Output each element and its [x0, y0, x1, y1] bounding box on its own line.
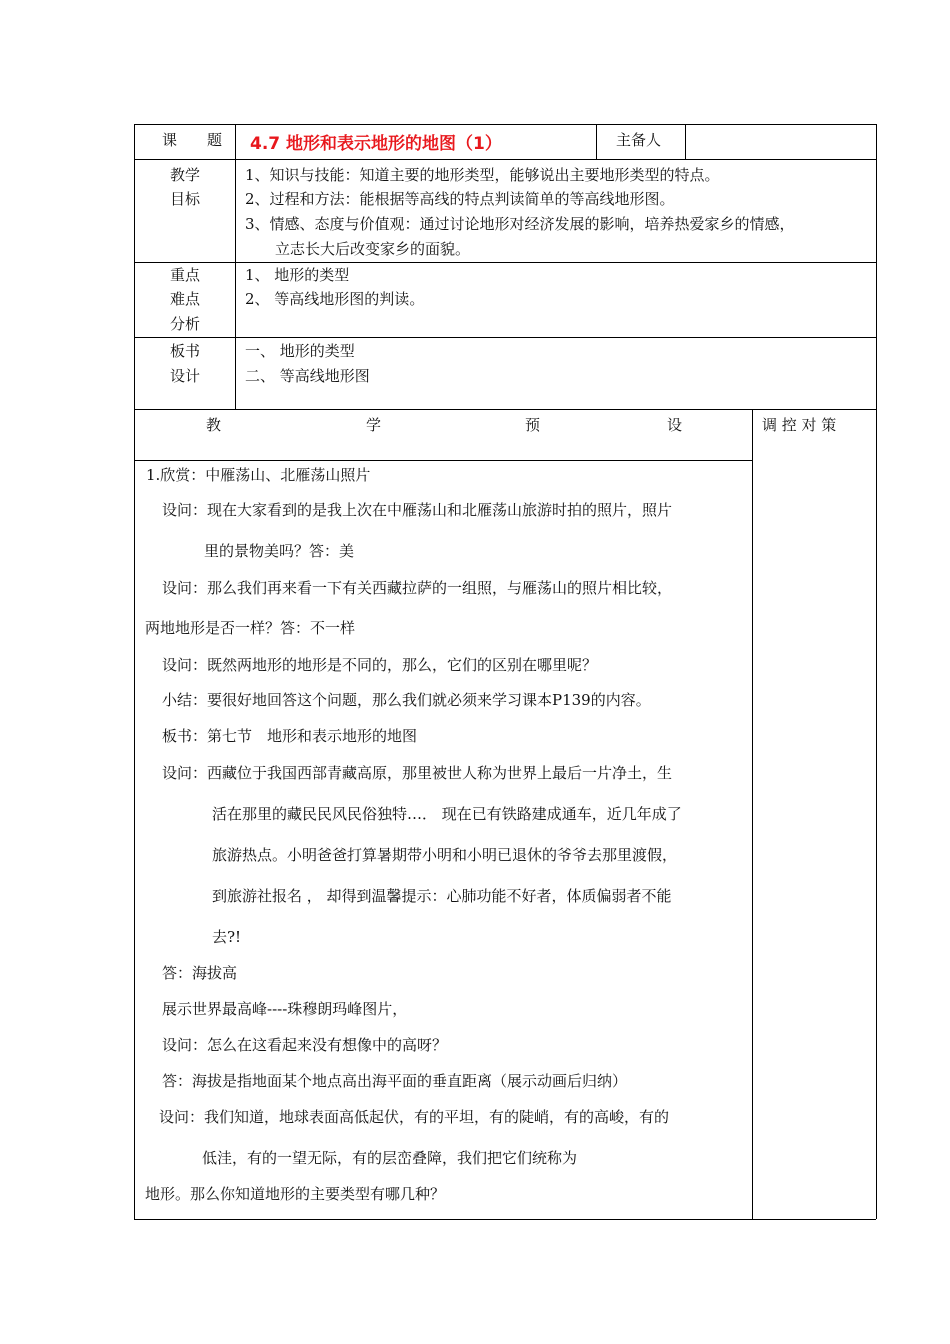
label-column-divider — [235, 124, 236, 409]
plan-header-char: 学 — [366, 416, 382, 434]
row-divider-keypoints — [134, 337, 876, 338]
content-line: 两地地形是否一样？答：不一样 — [145, 619, 356, 637]
content-line: 设问：西藏位于我国西部青藏高原，那里被世人称为世界上最后一片净土，生 — [162, 764, 673, 782]
objective-item: 3、情感、态度与价值观：通过讨论地形对经济发展的影响，培养热爱家乡的情感， — [245, 215, 795, 233]
content-line: 里的景物美吗？答：美 — [204, 542, 355, 560]
content-line: 设问：怎么在这看起来没有想像中的高呀？ — [162, 1036, 448, 1054]
row-divider-board — [134, 409, 876, 410]
objectives-label-2: 目标 — [170, 190, 201, 208]
board-label-2: 设计 — [170, 367, 201, 385]
objective-item: 2、过程和方法：能根据等高线的特点判读简单的等高线地形图。 — [245, 190, 675, 208]
table-border-top — [134, 124, 876, 125]
content-line: 到旅游社报名 ， 却得到温馨提示：心肺功能不好者，体质偏弱者不能 — [212, 887, 672, 905]
keypoint-item: 1、 地形的类型 — [245, 266, 350, 284]
content-line: 活在那里的藏民民风民俗独特…． 现在已有铁路建成通车，近几年成了 — [212, 805, 682, 823]
preparer-label: 主备人 — [616, 131, 662, 149]
content-line: 答：海拔高 — [162, 964, 238, 982]
keypoints-label-3: 分析 — [170, 315, 201, 333]
keypoint-item: 2、 等高线地形图的判读。 — [245, 290, 425, 308]
content-line: 地形。那么你知道地形的主要类型有哪几种？ — [145, 1185, 446, 1203]
content-line: 设问：我们知道，地球表面高低起伏，有的平坦，有的陡峭，有的高峻，有的 — [159, 1108, 670, 1126]
board-label-1: 板书 — [170, 342, 201, 360]
plan-header-char: 教 — [206, 416, 222, 434]
title-column-divider — [596, 124, 597, 159]
control-column-divider — [752, 409, 753, 1219]
content-line: 去?! — [212, 928, 242, 946]
row-divider-plan-header — [134, 460, 752, 461]
content-line: 设问：那么我们再来看一下有关西藏拉萨的一组照，与雁荡山的照片相比较， — [162, 579, 673, 597]
content-line: 低洼，有的一望无际，有的层峦叠障，我们把它们统称为 — [202, 1149, 578, 1167]
plan-header-char: 设 — [667, 416, 683, 434]
objective-item: 立志长大后改变家乡的面貌。 — [275, 240, 471, 258]
board-item: 二、 等高线地形图 — [245, 367, 370, 385]
row-divider-header — [134, 159, 876, 160]
content-line: 展示世界最高峰----珠穆朗玛峰图片， — [162, 1000, 408, 1018]
topic-label: 课 题 — [162, 131, 223, 149]
control-strategy-header: 调 控 对 策 — [762, 416, 837, 434]
table-border-bottom — [134, 1219, 876, 1220]
objectives-label-1: 教学 — [170, 166, 201, 184]
content-line: 答：海拔是指地面某个地点高出海平面的垂直距离（展示动画后归纳） — [162, 1072, 628, 1090]
board-item: 一、 地形的类型 — [245, 342, 355, 360]
content-line: 设问：既然两地形的地形是不同的，那么，它们的区别在哪里呢？ — [162, 656, 598, 674]
content-line: 小结：要很好地回答这个问题，那么我们就必须来学习课本P139的内容。 — [162, 691, 651, 709]
content-line: 板书：第七节 地形和表示地形的地图 — [162, 727, 418, 745]
content-line: 旅游热点。小明爸爸打算暑期带小明和小明已退休的爷爷去那里渡假， — [212, 846, 678, 864]
plan-header-char: 预 — [525, 416, 541, 434]
table-border-right — [876, 124, 877, 1219]
preparer-column-divider — [685, 124, 686, 159]
table-border-left — [134, 124, 135, 1219]
keypoints-label-1: 重点 — [170, 266, 201, 284]
row-divider-objectives — [134, 262, 876, 263]
keypoints-label-2: 难点 — [170, 290, 201, 308]
objective-item: 1、知识与技能：知道主要的地形类型，能够说出主要地形类型的特点。 — [245, 166, 720, 184]
lesson-title: 4.7 地形和表示地形的地图（1） — [250, 134, 502, 154]
content-line: 1.欣赏：中雁荡山、北雁荡山照片 — [146, 466, 371, 484]
content-line: 设问：现在大家看到的是我上次在中雁荡山和北雁荡山旅游时拍的照片，照片 — [162, 501, 673, 519]
